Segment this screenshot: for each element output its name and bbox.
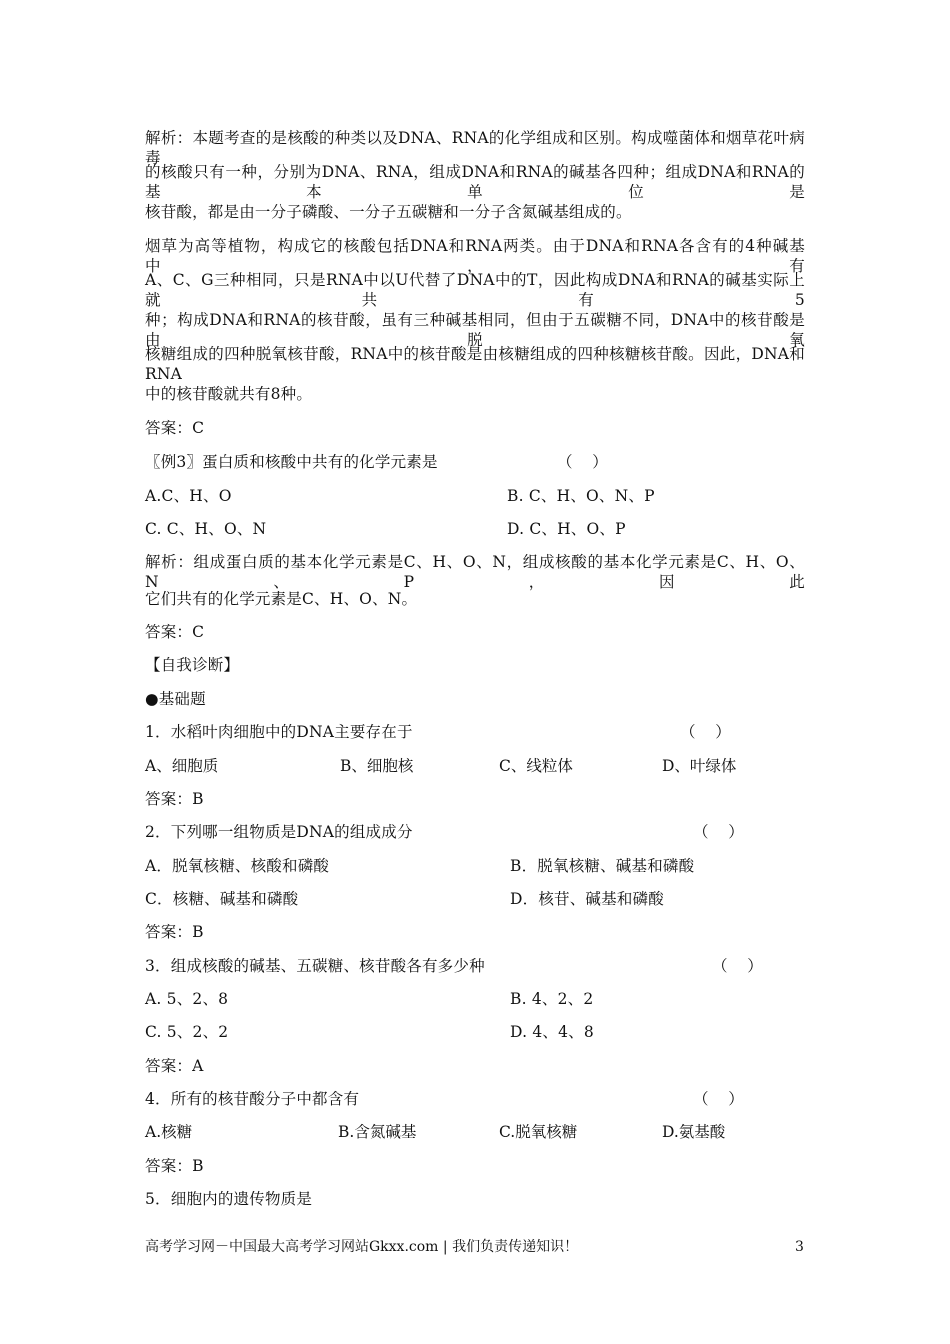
question-2: 2．下列哪一组物质是DNA的组成成分 xyxy=(145,823,413,841)
question-4-option-c: C.脱氧核糖 xyxy=(499,1123,578,1141)
question-2-option-a: A．脱氧核糖、核酸和磷酸 xyxy=(145,857,330,875)
page-number: 3 xyxy=(795,1239,804,1255)
question-2-option-b: B．脱氧核糖、碱基和磷酸 xyxy=(510,857,695,875)
question-3-option-a: A. 5、2、8 xyxy=(145,990,229,1008)
question-1-option-b: B、细胞核 xyxy=(340,757,414,775)
example-3-option-b: B. C、H、O、N、P xyxy=(507,487,655,505)
analysis-2-line-5: 中的核苷酸就共有8种。 xyxy=(145,385,313,403)
analysis-1-line-1: 解析：本题考查的是核酸的种类以及DNA、RNA的化学组成和区别。构成噬菌体和烟草花叶病毒 xyxy=(145,129,805,167)
question-2-option-d: D．核苷、碱基和磷酸 xyxy=(510,890,664,908)
question-4: 4．所有的核苷酸分子中都含有 xyxy=(145,1090,360,1108)
analysis-2-line-2: A、C、G三种相同，只是RNA中以U代替了DNA中的T，因此构成DNA和RNA的碱基实际上就共有5 xyxy=(145,271,805,309)
analysis-1-line-2: 的核酸只有一种，分别为DNA、RNA，组成DNA和RNA的碱基各四种；组成DNA和RNA的基本单位是 xyxy=(145,163,805,201)
question-2-option-c: C．核糖、碱基和磷酸 xyxy=(145,890,299,908)
question-4-option-a: A.核糖 xyxy=(145,1123,193,1141)
answer-parentheses: （ ） xyxy=(557,453,608,471)
example-3-question: 〖例3〗蛋白质和核酸中共有的化学元素是 xyxy=(145,453,438,471)
example-3-answer: 答案：C xyxy=(145,623,205,641)
analysis-2-line-4: 核糖组成的四种脱氧核苷酸，RNA中的核苷酸是由核糖组成的四种核糖核苷酸。因此，DNA和RNA xyxy=(145,345,805,383)
question-1: 1．水稻叶肉细胞中的DNA主要存在于 xyxy=(145,723,413,741)
question-1-answer: 答案：B xyxy=(145,790,204,808)
question-4-option-b: B.含氮碱基 xyxy=(338,1123,417,1141)
question-3-answer: 答案：A xyxy=(145,1057,204,1075)
question-2-answer: 答案：B xyxy=(145,923,204,941)
analysis-2-line-1: 烟草为高等植物，构成它的核酸包括DNA和RNA两类。由于DNA和RNA各含有的4种碱基中，有 xyxy=(145,237,805,275)
answer-parentheses: （ ） xyxy=(693,823,744,841)
example-3-analysis-line-1: 解析：组成蛋白质的基本化学元素是C、H、O、N，组成核酸的基本化学元素是C、H、O、N、P，因此 xyxy=(145,553,805,591)
question-5: 5．细胞内的遗传物质是 xyxy=(145,1190,313,1208)
example-3-option-c: C. C、H、O、N xyxy=(145,520,267,538)
example-3-analysis-line-2: 它们共有的化学元素是C、H、O、N。 xyxy=(145,590,418,608)
example-3-option-d: D. C、H、O、P xyxy=(507,520,626,538)
question-4-answer: 答案：B xyxy=(145,1157,204,1175)
question-1-option-c: C、线粒体 xyxy=(499,757,573,775)
question-3-option-d: D. 4、4、8 xyxy=(510,1023,594,1041)
section-title: 【自我诊断】 xyxy=(145,656,240,674)
analysis-2-line-3: 种；构成DNA和RNA的核苷酸，虽有三种碱基相同，但由于五碳糖不同，DNA中的核苷酸是由脱氧 xyxy=(145,311,805,349)
example-3-option-a: A.C、H、O xyxy=(145,487,232,505)
answer-parentheses: （ ） xyxy=(712,957,763,975)
question-1-option-a: A、细胞质 xyxy=(145,757,219,775)
question-4-option-d: D.氨基酸 xyxy=(662,1123,726,1141)
page-footer: 高考学习网－中国最大高考学习网站Gkxx.com | 我们负责传递知识！ xyxy=(145,1239,579,1255)
analysis-1-line-3: 核苷酸，都是由一分子磷酸、一分子五碳糖和一分子含氮碱基组成的。 xyxy=(145,203,632,221)
question-3: 3．组成核酸的碱基、五碳糖、核苷酸各有多少种 xyxy=(145,957,485,975)
question-3-option-c: C. 5、2、2 xyxy=(145,1023,229,1041)
answer-parentheses: （ ） xyxy=(693,1090,744,1108)
question-3-option-b: B. 4、2、2 xyxy=(510,990,594,1008)
subsection-title: ●基础题 xyxy=(145,690,206,708)
answer-line: 答案：C xyxy=(145,419,205,437)
question-1-option-d: D、叶绿体 xyxy=(662,757,737,775)
answer-parentheses: （ ） xyxy=(680,723,731,741)
